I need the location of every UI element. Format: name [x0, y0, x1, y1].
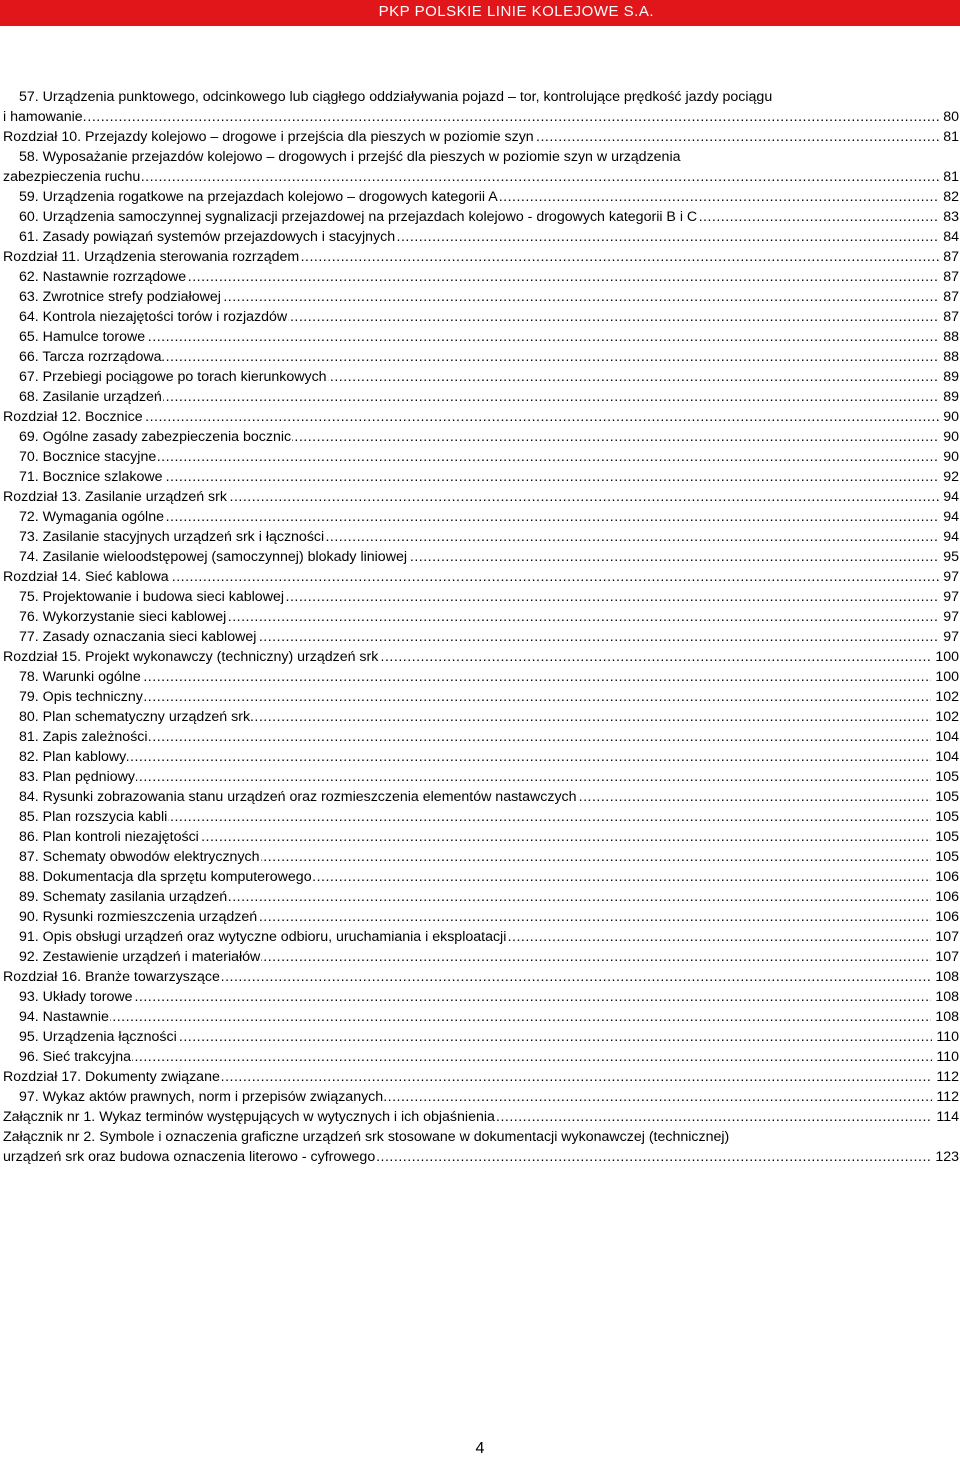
toc-entry[interactable]: [3, 127, 959, 147]
toc-entry-title: zabezpieczenia ruchu: [3, 169, 141, 185]
toc-entry[interactable]: [3, 287, 959, 307]
toc-entry-title: 64. Kontrola niezajętości torów i rozjazdów: [19, 309, 288, 325]
table-of-contents: [3, 87, 959, 1167]
toc-entry[interactable]: [3, 187, 959, 207]
toc-entry-page: 105: [931, 807, 959, 827]
toc-entry-page: 104: [931, 747, 959, 767]
toc-entry-page: 104: [931, 727, 959, 747]
toc-entry-title: 69. Ogólne zasady zabezpieczenia bocznic: [19, 429, 292, 445]
document-header: [0, 0, 960, 26]
toc-entry[interactable]: [3, 807, 959, 827]
dot-leader: [19, 447, 959, 467]
toc-entry-title: 97. Wykaz aktów prawnych, norm i przepisów związanych: [19, 1089, 384, 1105]
toc-entry[interactable]: [3, 1007, 959, 1027]
toc-entry-page: 100: [931, 667, 959, 687]
toc-entry[interactable]: [3, 247, 959, 267]
toc-entry-page: 114: [932, 1107, 959, 1127]
toc-entry-page: 87: [939, 287, 959, 307]
toc-entry-page: 105: [931, 787, 959, 807]
toc-entry[interactable]: [3, 787, 959, 807]
toc-entry-title: 79. Opis techniczny: [19, 689, 143, 705]
toc-entry-title: 70. Bocznice stacyjne: [19, 449, 157, 465]
toc-entry-page: 105: [931, 767, 959, 787]
toc-entry[interactable]: [3, 527, 959, 547]
toc-entry-page: 95: [939, 547, 959, 567]
toc-entry[interactable]: [3, 167, 959, 187]
toc-entry[interactable]: [3, 447, 959, 467]
dot-leader: [19, 1007, 959, 1027]
dot-leader: [19, 667, 959, 687]
dot-leader: [3, 107, 959, 127]
toc-entry-title: Rozdział 16. Branże towarzyszące: [3, 969, 220, 985]
toc-entry-title: 85. Plan rozszycia kabli: [19, 809, 168, 825]
toc-entry-page: 107: [931, 927, 959, 947]
toc-entry[interactable]: [3, 107, 959, 127]
toc-entry-title: 65. Hamulce torowe: [19, 329, 146, 345]
toc-entry-page: 97: [939, 567, 959, 587]
toc-entry-page: 87: [939, 307, 959, 327]
toc-entry[interactable]: [3, 387, 959, 407]
toc-entry-title: 94. Nastawnie: [19, 1009, 109, 1025]
toc-entry[interactable]: [3, 967, 959, 987]
page-number: 4: [475, 1440, 485, 1457]
toc-entry[interactable]: [3, 607, 959, 627]
toc-entry-title: 59. Urządzenia rogatkowe na przejazdach kolejowo – drogowych kategorii A: [19, 189, 498, 205]
toc-entry[interactable]: [3, 667, 959, 687]
toc-entry[interactable]: [3, 1027, 959, 1047]
toc-entry[interactable]: [3, 687, 959, 707]
header-org-name: PKP POLSKIE LINIE KOLEJOWE S.A.: [378, 3, 654, 20]
toc-entry[interactable]: [3, 1087, 959, 1107]
toc-entry[interactable]: [3, 1067, 959, 1087]
toc-entry[interactable]: [3, 907, 959, 927]
toc-entry[interactable]: [3, 267, 959, 287]
toc-entry-title: 81. Zapis zależności: [19, 729, 148, 745]
toc-entry-page: 90: [939, 447, 959, 467]
toc-entry-page: 90: [939, 427, 959, 447]
toc-entry[interactable]: [3, 1107, 959, 1127]
toc-entry[interactable]: [3, 767, 959, 787]
toc-entry[interactable]: [3, 507, 959, 527]
toc-entry[interactable]: [3, 1147, 959, 1167]
toc-entry-page: 84: [939, 227, 959, 247]
toc-entry-page: 106: [931, 887, 959, 907]
toc-entry[interactable]: [3, 487, 959, 507]
toc-entry-title: 90. Rysunki rozmieszczenia urządzeń: [19, 909, 258, 925]
toc-entry-title: 75. Projektowanie i budowa sieci kablowej: [19, 589, 284, 605]
toc-entry-title: 67. Przebiegi pociągowe po torach kierunkowych: [19, 369, 327, 385]
toc-entry[interactable]: [3, 707, 959, 727]
toc-entry-page: 87: [939, 247, 959, 267]
toc-entry[interactable]: [3, 367, 959, 387]
toc-entry-title: 95. Urządzenia łączności: [19, 1029, 177, 1045]
dot-leader: [3, 167, 959, 187]
toc-entry[interactable]: [3, 467, 959, 487]
toc-entry-title: 92. Zestawienie urządzeń i materiałów: [19, 949, 261, 965]
dot-leader: [19, 767, 959, 787]
toc-entry-page: 108: [931, 987, 959, 1007]
toc-entry-title: 63. Zwrotnice strefy podziałowej: [19, 289, 221, 305]
toc-entry-title: 61. Zasady powiązań systemów przejazdowych i stacyjnych: [19, 229, 396, 245]
toc-entry-title: 88. Dokumentacja dla sprzętu komputerowego: [19, 869, 312, 885]
toc-entry[interactable]: [3, 727, 959, 747]
toc-entry-title: 91. Opis obsługi urządzeń oraz wytyczne odbioru, uruchamiania i eksploatacji: [19, 929, 507, 945]
toc-entry[interactable]: [3, 1047, 959, 1067]
toc-entry-title: 80. Plan schematyczny urządzeń srk: [19, 709, 251, 725]
toc-entry-page: 94: [939, 487, 959, 507]
toc-entry-title: 84. Rysunki zobrazowania stanu urządzeń oraz rozmieszczenia elementów nastawczych: [19, 789, 577, 805]
toc-entry-title: Rozdział 14. Sieć kablowa: [3, 569, 169, 585]
toc-entry-page: 108: [931, 1007, 959, 1027]
dot-leader: [19, 747, 959, 767]
toc-entry[interactable]: [3, 587, 959, 607]
toc-entry-title: 74. Zasilanie wieloodstępowej (samoczynnej) blokady liniowej: [19, 549, 407, 565]
toc-entry-page: 106: [931, 907, 959, 927]
toc-entry-page: 83: [939, 207, 959, 227]
toc-entry-title: 83. Plan pędniowy: [19, 769, 135, 785]
toc-entry[interactable]: [3, 227, 959, 247]
toc-entry-title: Załącznik nr 1. Wykaz terminów występujących w wytycznych i ich objaśnienia: [3, 1109, 495, 1125]
toc-entry[interactable]: [3, 327, 959, 347]
toc-entry-title: Rozdział 12. Bocznice: [3, 409, 143, 425]
toc-entry-page: 105: [931, 827, 959, 847]
toc-entry-page: 94: [939, 507, 959, 527]
toc-entry-page: 102: [931, 707, 959, 727]
toc-entry-title: 60. Urządzenia samoczynnej sygnalizacji przejazdowej na przejazdach kolejowo - drogowych kategorii B i C: [19, 209, 698, 225]
toc-entry-title: Rozdział 17. Dokumenty związane: [3, 1069, 220, 1085]
toc-entry-page: 112: [932, 1067, 959, 1087]
toc-entry[interactable]: [3, 647, 959, 667]
dot-leader: [19, 987, 959, 1007]
toc-entry-title: Rozdział 15. Projekt wykonawczy (techniczny) urządzeń srk: [3, 649, 379, 665]
toc-entry-title: 71. Bocznice szlakowe: [19, 469, 163, 485]
toc-entry-page: 90: [939, 407, 959, 427]
toc-entry-title: 87. Schematy obwodów elektrycznych: [19, 849, 260, 865]
toc-entry-title: 93. Układy torowe: [19, 989, 133, 1005]
toc-entry[interactable]: [3, 627, 959, 647]
toc-entry-page: 81: [939, 167, 959, 187]
toc-entry-page: 97: [939, 607, 959, 627]
toc-entry-title: 89. Schematy zasilania urządzeń: [19, 889, 228, 905]
toc-entry-title: 57. Urządzenia punktowego, odcinkowego lub ciągłego oddziaływania pojazd – tor, kontrolujące prędkość jazdy pociągu: [19, 89, 773, 105]
toc-entry-page: 81: [939, 127, 959, 147]
toc-entry[interactable]: [3, 567, 959, 587]
toc-entry[interactable]: [3, 427, 959, 447]
toc-entry[interactable]: [3, 867, 959, 887]
dot-leader: [19, 687, 959, 707]
toc-entry-page: 80: [939, 107, 959, 127]
dot-leader: [3, 407, 959, 427]
dot-leader: [19, 1047, 959, 1067]
dot-leader: [19, 727, 959, 747]
toc-entry-title: 72. Wymagania ogólne: [19, 509, 164, 525]
toc-entry-page: 94: [939, 527, 959, 547]
toc-entry-page: 97: [939, 627, 959, 647]
toc-entry-title: 58. Wyposażanie przejazdów kolejowo – drogowych i przejść dla pieszych w poziomie szyn w urządzenia: [19, 149, 681, 165]
toc-entry[interactable]: [3, 147, 959, 167]
toc-entry-title: 78. Warunki ogólne: [19, 669, 141, 685]
toc-entry[interactable]: [3, 827, 959, 847]
toc-entry[interactable]: [3, 987, 959, 1007]
toc-entry[interactable]: [3, 307, 959, 327]
toc-entry-page: 82: [939, 187, 959, 207]
toc-entry-title: 66. Tarcza rozrządowa: [19, 349, 162, 365]
toc-entry[interactable]: [3, 547, 959, 567]
toc-entry[interactable]: [3, 747, 959, 767]
toc-entry-page: 108: [931, 967, 959, 987]
toc-entry-title: 68. Zasilanie urządzeń: [19, 389, 162, 405]
toc-entry-page: 88: [939, 347, 959, 367]
toc-entry[interactable]: [3, 347, 959, 367]
toc-entry-title: urządzeń srk oraz budowa oznaczenia literowo - cyfrowego: [3, 1149, 376, 1165]
toc-entry-title: Rozdział 10. Przejazdy kolejowo – drogowe i przejścia dla pieszych w poziomie szyn: [3, 129, 534, 145]
toc-entry-page: 110: [932, 1027, 959, 1047]
toc-entry-page: 107: [931, 947, 959, 967]
toc-entry-title: 77. Zasady oznaczania sieci kablowej: [19, 629, 257, 645]
toc-entry[interactable]: [3, 947, 959, 967]
toc-entry-page: 112: [932, 1087, 959, 1107]
toc-entry-page: 88: [939, 327, 959, 347]
toc-entry[interactable]: [3, 407, 959, 427]
toc-entry-page: 89: [939, 387, 959, 407]
toc-entry-title: 62. Nastawnie rozrządowe: [19, 269, 187, 285]
toc-entry-page: 105: [931, 847, 959, 867]
toc-entry-title: i hamowanie.: [3, 109, 87, 125]
toc-entry-page: 110: [932, 1047, 959, 1067]
toc-entry-title: Załącznik nr 2. Symbole i oznaczenia graficzne urządzeń srk stosowane w dokumentacji wykonawczej (technicznej): [3, 1129, 730, 1145]
toc-entry[interactable]: [3, 847, 959, 867]
toc-entry-page: 106: [931, 867, 959, 887]
toc-entry[interactable]: [3, 87, 959, 107]
toc-entry-page: 97: [939, 587, 959, 607]
toc-entry-title: 73. Zasilanie stacyjnych urządzeń srk i łączności: [19, 529, 325, 545]
dot-leader: [19, 327, 959, 347]
toc-entry-title: 86. Plan kontroli niezajętości: [19, 829, 199, 845]
toc-entry[interactable]: [3, 1127, 959, 1147]
toc-entry-title: 96. Sieć trakcyjna: [19, 1049, 131, 1065]
toc-entry[interactable]: [3, 927, 959, 947]
toc-entry-page: 89: [939, 367, 959, 387]
toc-entry[interactable]: [3, 207, 959, 227]
toc-entry-page: 100: [931, 647, 959, 667]
toc-entry-title: 82. Plan kablowy: [19, 749, 127, 765]
toc-entry-title: Rozdział 11. Urządzenia sterowania rozrządem: [3, 249, 300, 265]
toc-entry-title: 76. Wykorzystanie sieci kablowej: [19, 609, 227, 625]
toc-entry-page: 123: [931, 1147, 959, 1167]
toc-entry-page: 102: [931, 687, 959, 707]
toc-entry-page: 92: [939, 467, 959, 487]
toc-entry-page: 87: [939, 267, 959, 287]
toc-entry-title: Rozdział 13. Zasilanie urządzeń srk: [3, 489, 227, 505]
toc-entry[interactable]: [3, 887, 959, 907]
